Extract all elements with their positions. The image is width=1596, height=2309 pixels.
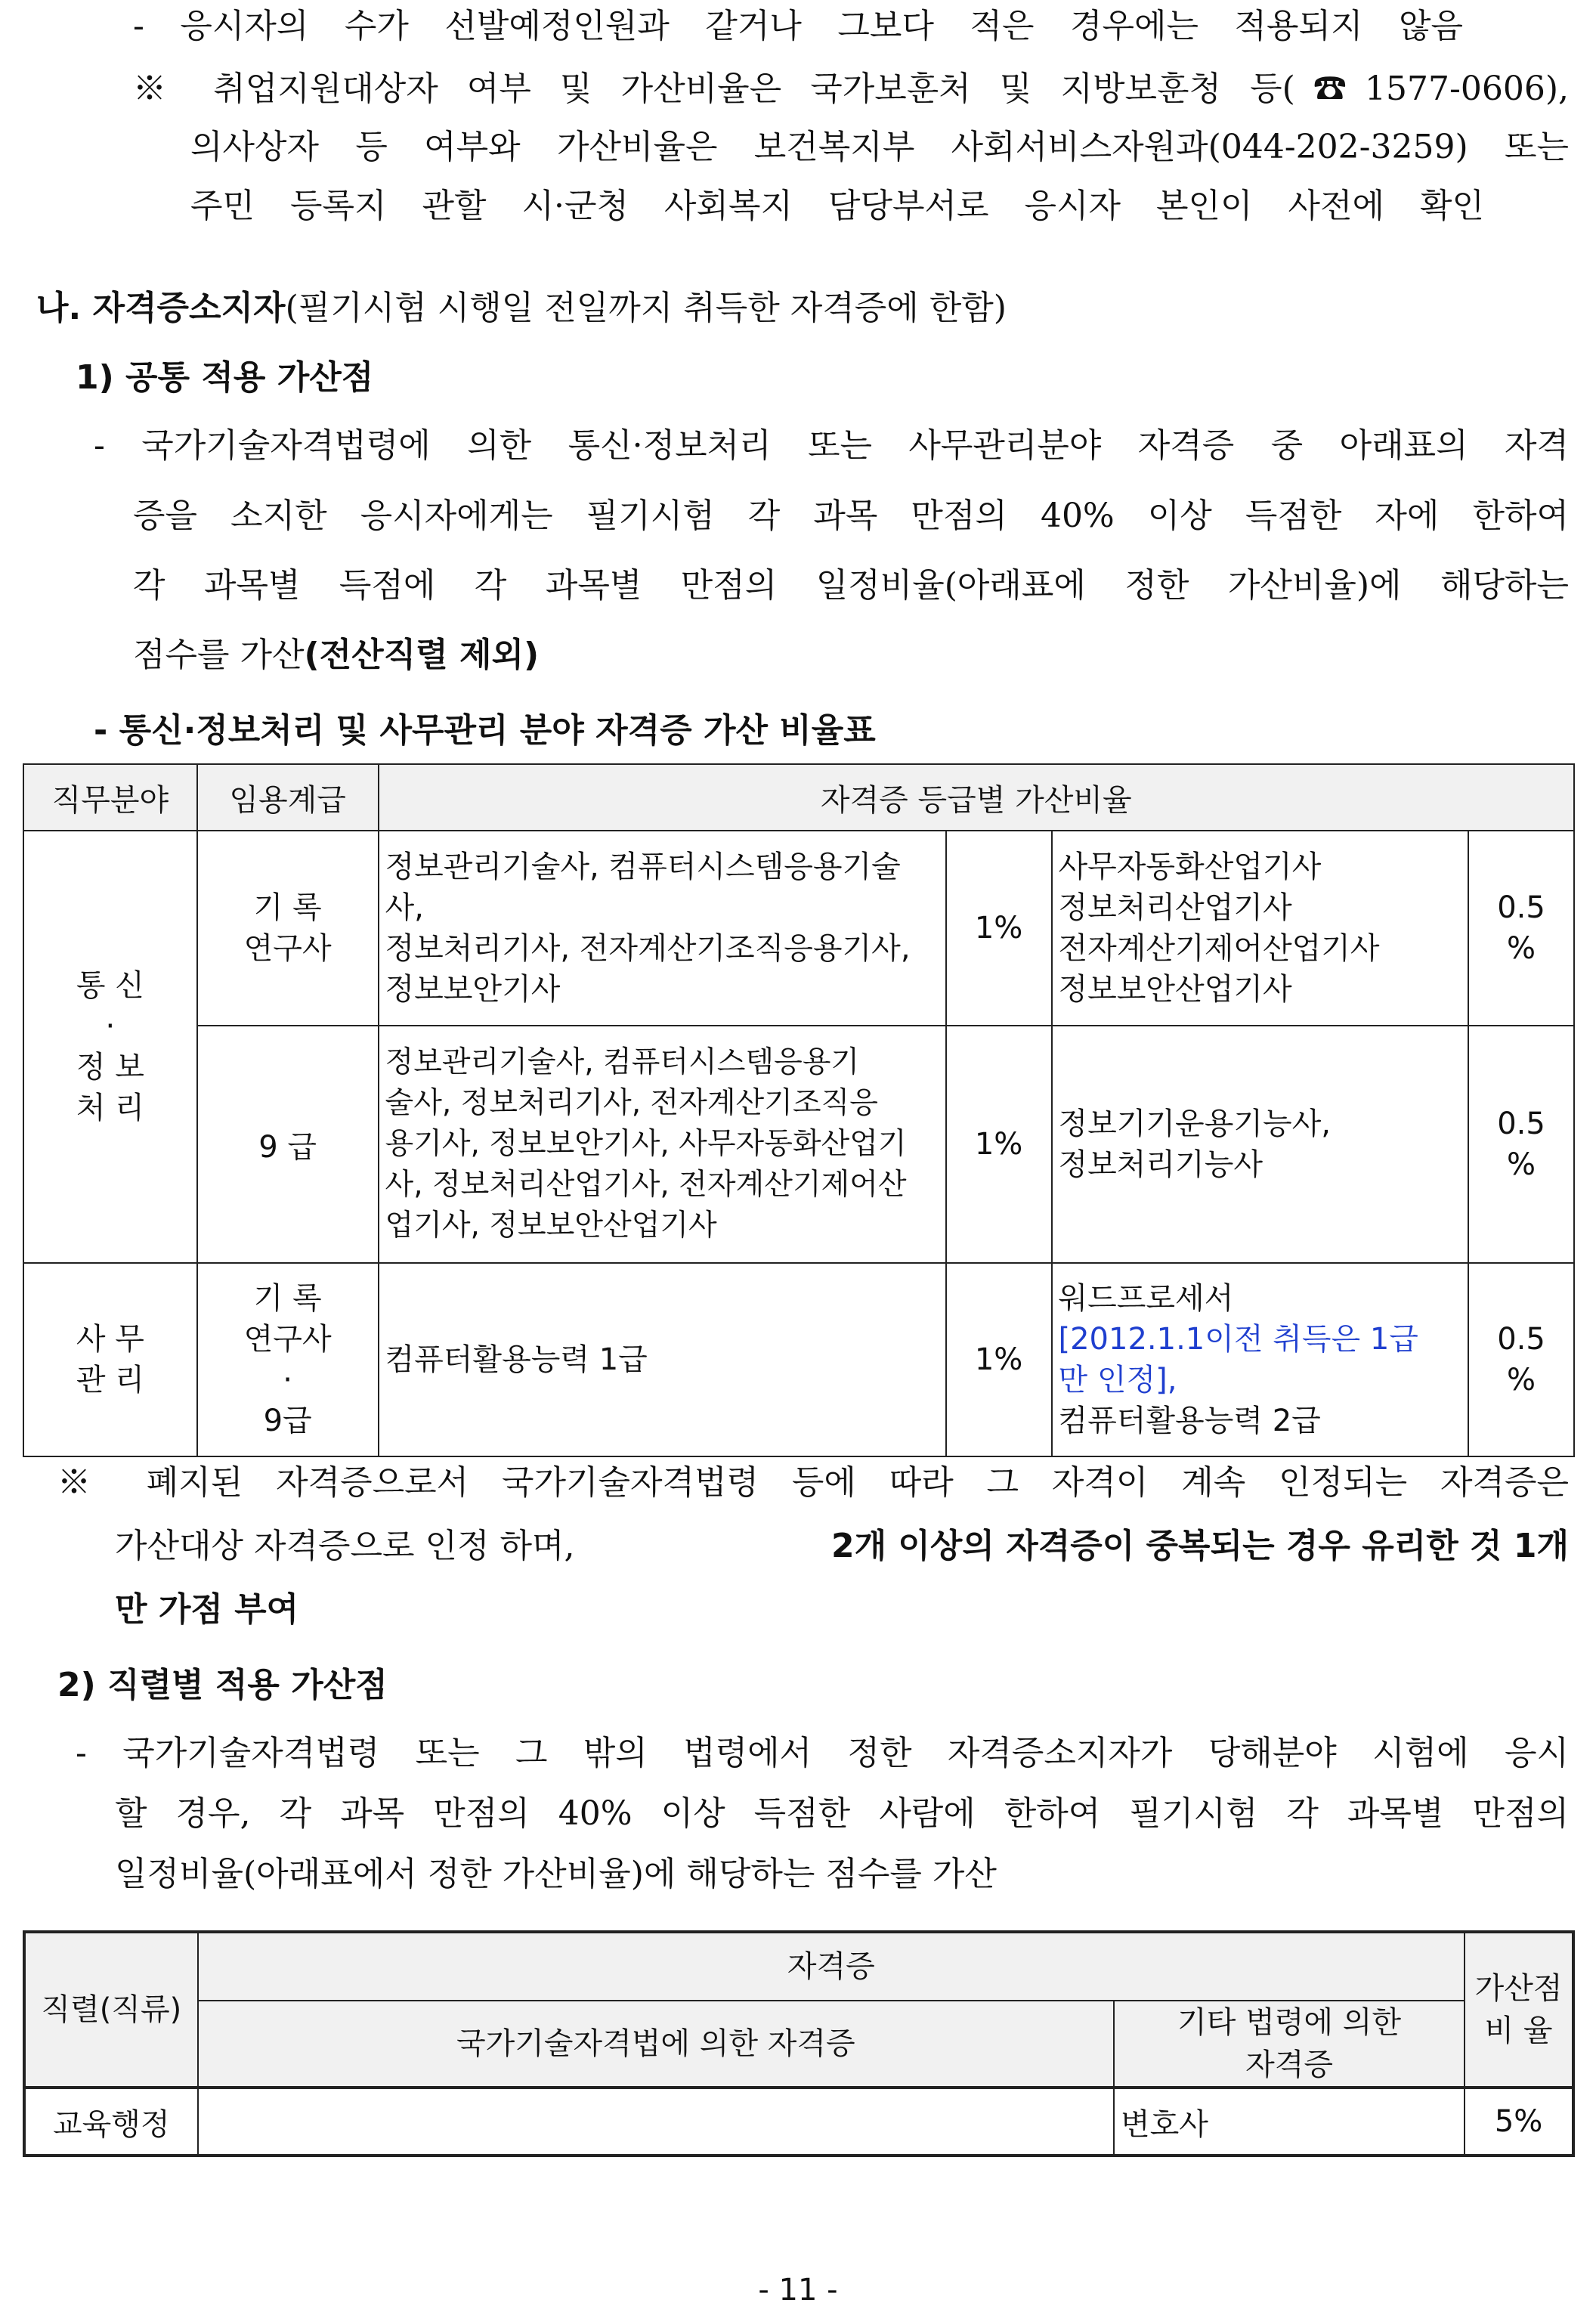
field-telecom-l1: 통 신: [76, 968, 144, 1003]
certs-05pct: [1052, 1263, 1469, 1456]
rate-05pct: [1468, 1026, 1574, 1263]
rate-unit: %: [1507, 1363, 1536, 1397]
rate-1pct: 1%: [946, 1263, 1052, 1456]
field-office: [23, 1263, 197, 1456]
table2-header-row: [24, 1932, 1573, 2001]
field-office-l1: 사 무: [76, 1322, 144, 1357]
table1-header-row: [23, 764, 1574, 831]
cert-line: 정보기기운용기능사,: [1058, 1107, 1331, 1141]
grade-l1: 기 록: [253, 1281, 322, 1316]
section-na-title: [36, 286, 1007, 331]
cert-line: 정보처리기사, 전자계산기조직응용기사,: [385, 931, 911, 966]
table1-title: - 통신·정보처리 및 사무관리 분야 자격증 가산 비율표: [94, 711, 876, 750]
sub2-line-1: - 국가기술자격법령 또는 그 밖의 법령에서 정한 자격증소지자가 당해분야 시험에 응시: [76, 1734, 1569, 1772]
header-grade: 임용계급: [197, 764, 379, 831]
cert-line: 컴퓨터활용능력 2급: [1058, 1404, 1321, 1438]
cert-line: 사무자동화산업기사: [1058, 850, 1322, 884]
cert-note-line: [2012.1.1이전 취득은 1급: [1058, 1322, 1418, 1357]
note-line-2-bold: 2개 이상의 자격증이 중복되는 경우 유리한 것 1개: [830, 1527, 1569, 1565]
rate-value: 0.5: [1497, 1107, 1545, 1141]
section-na-title-bold: 나. 자격증소지자: [36, 289, 286, 327]
note-line-1: ※ 폐지된 자격증으로서 국가기술자격법령 등에 따라 그 자격이 계속 인정되는 자격증은: [57, 1463, 1569, 1502]
cert-line: 정보관리기술사, 컴퓨터시스템응용기: [385, 1045, 860, 1079]
cert-rate-table: [23, 763, 1575, 1457]
rate-unit: %: [1507, 931, 1536, 966]
grade-l2: 연구사: [243, 931, 332, 966]
header-other-cert: [1114, 2001, 1465, 2088]
certs-05pct: [1052, 831, 1469, 1026]
national-cert-cell: [198, 2088, 1114, 2156]
table-row: [24, 2088, 1573, 2156]
header-rate-l1: 가산점: [1474, 1971, 1563, 2006]
table2-subheader-row: [24, 2001, 1573, 2088]
rate-value: 0.5: [1497, 1322, 1545, 1357]
header-cert: 자격증: [198, 1932, 1465, 2001]
sub2-title: 2) 직렬별 적용 가산점: [57, 1666, 388, 1704]
grade-l2: 연구사: [243, 1322, 332, 1357]
sub2-line-2: 할 경우, 각 과목 만점의 40% 이상 득점한 사람에 한하여 필기시험 각 과목별 만점의: [115, 1794, 1569, 1833]
cert-line: 사, 정보처리산업기사, 전자계산기제어산: [385, 1168, 907, 1202]
rate-unit: %: [1507, 1147, 1536, 1182]
cert-line: 술사, 정보처리기사, 전자계산기조직응: [385, 1086, 878, 1120]
rate-value: 0.5: [1497, 890, 1545, 925]
certs-1pct: 컴퓨터활용능력 1급: [379, 1263, 946, 1456]
series-cell: 교육행정: [24, 2088, 198, 2156]
cert-note-line: 만 인정],: [1058, 1363, 1177, 1397]
grade-9: 9 급: [197, 1026, 379, 1263]
table-row: [23, 1263, 1574, 1456]
field-telecom-l3: 정 보: [76, 1050, 144, 1085]
certs-1pct: [379, 831, 946, 1026]
cert-line: 워드프로세서: [1058, 1281, 1234, 1316]
cert-line: 정보관리기술사, 컴퓨터시스템응용기술사,: [385, 850, 901, 925]
cert-line: 업기사, 정보보안산업기사: [385, 1209, 717, 1243]
sub1-line-4-bold: (전산직렬 제외): [304, 636, 540, 674]
cert-line: 용기사, 정보보안기사, 사무자동화산업기: [385, 1127, 907, 1161]
intro-note-line-3: 주민 등록지 관할 시·군청 사회복지 담당부서로 응시자 본인이 사전에 확인: [190, 187, 1484, 225]
intro-line-1: - 응시자의 수가 선발예정인원과 같거나 그보다 적은 경우에는 적용되지 않음: [133, 7, 1463, 45]
cert-line: 전자계산기제어산업기사: [1058, 931, 1380, 966]
header-series: 직렬(직류): [24, 1932, 198, 2088]
cert-line: 정보보안산업기사: [1058, 972, 1292, 1007]
field-office-l2: 관 리: [76, 1363, 144, 1397]
header-rate: [1465, 1932, 1573, 2088]
sub2-line-3: 일정비율(아래표에서 정한 가산비율)에 해당하는 점수를 가산: [115, 1855, 997, 1893]
sub1-line-2: 증을 소지한 응시자에게는 필기시험 각 과목 만점의 40% 이상 득점한 자에 한하여: [133, 497, 1569, 535]
header-field: 직무분야: [23, 764, 197, 831]
header-other-l1: 기타 법령에 의한: [1177, 2005, 1402, 2040]
field-telecom-l2: ·: [105, 1009, 116, 1044]
field-telecom-l4: 처 리: [76, 1091, 144, 1125]
grade-l3: ·: [283, 1363, 292, 1397]
rate-05pct: [1468, 831, 1574, 1026]
note-line-2-text: 가산대상 자격증으로 인정 하며,: [115, 1527, 575, 1565]
header-other-l2: 자격증: [1245, 2047, 1334, 2082]
grade-l1: 기 록: [253, 890, 322, 925]
intro-note-line-2: 의사상자 등 여부와 가산비율은 보건복지부 사회서비스자원과(044-202-3259) 또는: [190, 128, 1569, 166]
series-cert-table: [23, 1930, 1575, 2157]
field-telecom: [23, 831, 197, 1263]
cert-line: 정보처리기능사: [1058, 1147, 1263, 1182]
table-row: [23, 831, 1574, 1026]
other-cert-cell: 변호사: [1114, 2088, 1465, 2156]
grade-l4: 9급: [263, 1404, 312, 1438]
sub1-line-4-text: 점수를 가산: [133, 636, 305, 674]
cert-line: 정보처리산업기사: [1058, 890, 1292, 925]
certs-05pct: [1052, 1026, 1469, 1263]
rate-05pct: [1468, 1263, 1574, 1456]
note-line-3: 만 가점 부여: [115, 1590, 299, 1629]
sub1-line-1: - 국가기술자격법령에 의한 통신·정보처리 또는 사무관리분야 자격증 중 아래표의 자격: [94, 426, 1569, 465]
cert-line: 정보보안기사: [385, 972, 561, 1007]
table-row: [23, 1026, 1574, 1263]
rate-cell: 5%: [1465, 2088, 1573, 2156]
header-rate-l2: 비 율: [1484, 2013, 1553, 2048]
header-rate: 자격증 등급별 가산비율: [379, 764, 1574, 831]
grade-archivist: [197, 831, 379, 1026]
intro-note-line-1: ※ 취업지원대상자 여부 및 가산비율은 국가보훈처 및 지방보훈청 등(☎1577-0606),: [133, 70, 1569, 108]
sub1-title: 1) 공통 적용 가산점: [76, 358, 374, 397]
certs-1pct: [379, 1026, 946, 1263]
header-national-cert: 국가기술자격법에 의한 자격증: [198, 2001, 1114, 2088]
sub1-line-4: [133, 633, 539, 678]
rate-1pct: 1%: [946, 831, 1052, 1026]
page-number: - 11 -: [758, 2273, 838, 2307]
section-na-title-rest: (필기시험 시행일 전일까지 취득한 자격증에 한함): [285, 289, 1007, 327]
sub1-line-3: 각 과목별 득점에 각 과목별 만점의 일정비율(아래표에 정한 가산비율)에 해당하는: [133, 566, 1569, 605]
grade-archivist-9: [197, 1263, 379, 1456]
rate-1pct: 1%: [946, 1026, 1052, 1263]
note-line-2: [115, 1524, 1569, 1569]
